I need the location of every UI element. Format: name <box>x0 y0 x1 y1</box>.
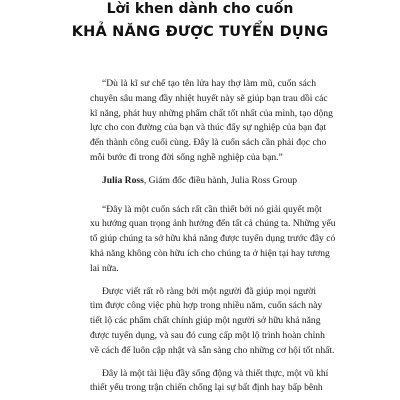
quote-2-line: Đây là một tài liệu đầy sống động và thiết thực, một vũ khí <box>102 367 329 379</box>
quote-1-line: đến thành công cuối cùng. Đây là cuốn sách cần phải đọc cho <box>90 137 327 149</box>
quote-1-line: chuyên sâu mang đầy nhiệt huyết này sẽ giúp bạn trau dồi các <box>90 92 328 104</box>
quote-1 <box>90 77 333 166</box>
author-name: Julia Ross <box>102 174 144 186</box>
quote-1-attribution <box>90 174 316 189</box>
quote-2-line: tìm được công việc phù hợp trong nhiều năm, cuốn sách này <box>90 300 323 312</box>
quote-2-paragraph-1 <box>90 203 336 277</box>
quote-1-line: mỗi bước đi trong đời sống nghề nghiệp của bạn.” <box>90 151 283 163</box>
quote-2-paragraph-3 <box>90 367 329 397</box>
quote-1-line: “Dù là kĩ sư chế tạo tên lửa hay thợ làm mũ, cuốn sách <box>102 78 316 89</box>
author-title: , Giám đốc điều hành, Julia Ross Group <box>143 174 298 186</box>
quote-2-line: tố giúp chúng ta sở hữu khả năng được tuyển dụng trước đây có <box>90 233 336 245</box>
praise-heading: Lời khen dành cho cuốn <box>106 1 294 17</box>
quote-2-paragraph-2 <box>90 285 335 359</box>
quote-2-line: Được viết rất rõ ràng bởi một người đã giúp mọi người <box>102 285 316 297</box>
quote-2-line: thiết yếu trong trận chiến chống lại sự bất định hay bấp bênh <box>90 382 323 394</box>
book-title: KHẢ NĂNG ĐƯỢC TUYỂN DỤNG <box>71 24 329 40</box>
quote-2-line: về cách để luôn cập nhật và sẵn sàng cho những cơ hội tốt nhất. <box>90 344 335 356</box>
quote-1-line: kĩ năng, phát huy những phẩm chất tốt nhất của mình, tạo dộng <box>90 107 333 119</box>
quote-2-line: được tuyển dụng, và sau đó cung cấp một lộ trình hoàn chỉnh <box>90 329 325 341</box>
page-body <box>90 77 336 396</box>
quote-2-line: xu hướng quan trọng ảnh hưởng đến tất cả chúng ta. Những yếu <box>90 218 336 230</box>
quote-2-line: khả năng không còn hữu ích cho chúng ta ở hiện tại hay tương <box>90 247 330 259</box>
quote-2-line: lai nữa. <box>90 262 119 274</box>
quote-1-line: lực cho con đường của bạn và thúc đẩy sự nghiệp của bạn đạt <box>90 122 327 134</box>
quote-2-line: tiết lộ các phẩm chất chính giúp một người sở hữu khả năng <box>90 315 321 327</box>
quote-2-line: “Đây là một cuốn sách rất cần thiết bởi nó giải quyết một <box>102 203 322 215</box>
